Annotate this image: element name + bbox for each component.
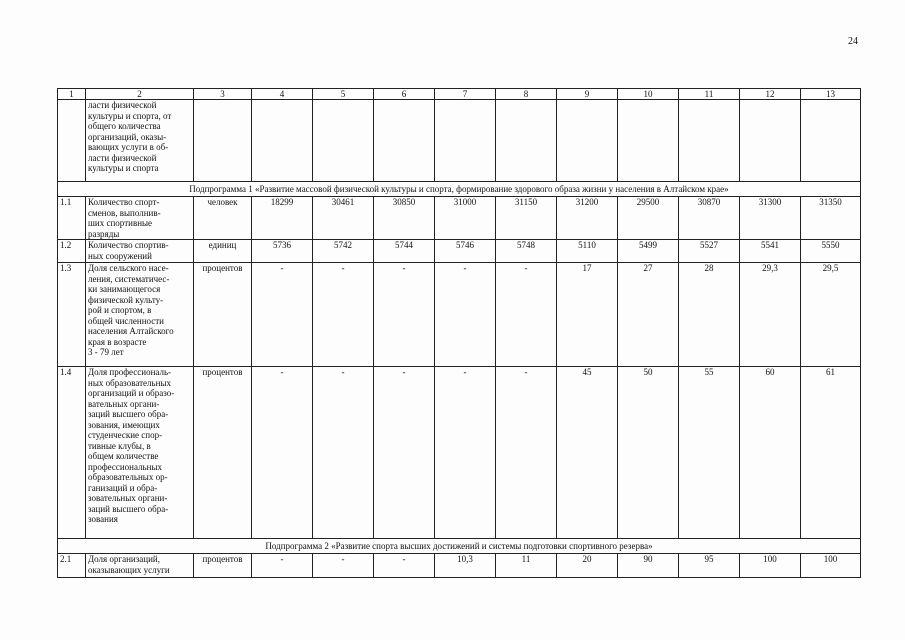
value-cell: 28 bbox=[679, 263, 740, 367]
value-cell: 5541 bbox=[740, 240, 801, 263]
row-number: 1.3 bbox=[58, 263, 86, 367]
value-cell: 31150 bbox=[496, 197, 557, 240]
subprogram-row bbox=[58, 182, 861, 197]
row-number bbox=[58, 100, 86, 182]
value-cell: - bbox=[374, 263, 435, 367]
value-cell: 5748 bbox=[496, 240, 557, 263]
value-cell: 5744 bbox=[374, 240, 435, 263]
value-cell: 45 bbox=[557, 367, 618, 539]
value-cell: 31200 bbox=[557, 197, 618, 240]
value-cell bbox=[740, 100, 801, 182]
value-cell: 18299 bbox=[252, 197, 313, 240]
value-cell bbox=[618, 100, 679, 182]
unit-cell bbox=[194, 100, 252, 182]
indicator-name: Доля профессиональ- ных образовательных организаций и образо- вательных органи- заций высшего обра- зования, имеющих студенческие спор- тивные клубы, в общем количестве профессиональных образовательных ор- ганизаций и обра- зовательных органи- заций высшего обра- зования bbox=[86, 367, 194, 539]
column-header-5: 5 bbox=[313, 89, 374, 100]
value-cell: 20 bbox=[557, 554, 618, 578]
value-cell: - bbox=[313, 263, 374, 367]
value-cell: 55 bbox=[679, 367, 740, 539]
value-cell bbox=[374, 100, 435, 182]
unit-cell: процентов bbox=[194, 367, 252, 539]
table-row bbox=[58, 554, 861, 578]
value-cell bbox=[252, 100, 313, 182]
column-header-3: 3 bbox=[194, 89, 252, 100]
value-cell bbox=[313, 100, 374, 182]
table-row bbox=[58, 240, 861, 263]
value-cell: 100 bbox=[740, 554, 801, 578]
value-cell: - bbox=[313, 554, 374, 578]
value-cell: 5742 bbox=[313, 240, 374, 263]
unit-cell: единиц bbox=[194, 240, 252, 263]
value-cell: 31000 bbox=[435, 197, 496, 240]
table-row bbox=[58, 100, 861, 182]
column-header-10: 10 bbox=[618, 89, 679, 100]
value-cell: 31300 bbox=[740, 197, 801, 240]
column-header-12: 12 bbox=[740, 89, 801, 100]
unit-cell: процентов bbox=[194, 263, 252, 367]
indicator-name: Доля организаций, оказывающих услуги bbox=[86, 554, 194, 578]
value-cell: 30870 bbox=[679, 197, 740, 240]
indicators-table bbox=[57, 88, 861, 578]
value-cell: - bbox=[496, 263, 557, 367]
value-cell: 60 bbox=[740, 367, 801, 539]
value-cell: - bbox=[435, 263, 496, 367]
row-number: 2.1 bbox=[58, 554, 86, 578]
value-cell: 31350 bbox=[801, 197, 861, 240]
value-cell: 29,3 bbox=[740, 263, 801, 367]
value-cell: 5746 bbox=[435, 240, 496, 263]
value-cell: 5110 bbox=[557, 240, 618, 263]
value-cell: 10,3 bbox=[435, 554, 496, 578]
column-header-4: 4 bbox=[252, 89, 313, 100]
value-cell: 29,5 bbox=[801, 263, 861, 367]
subprogram-row bbox=[58, 539, 861, 554]
value-cell: 17 bbox=[557, 263, 618, 367]
table-row bbox=[58, 367, 861, 539]
value-cell: - bbox=[252, 263, 313, 367]
value-cell: 100 bbox=[801, 554, 861, 578]
value-cell: 61 bbox=[801, 367, 861, 539]
column-header-7: 7 bbox=[435, 89, 496, 100]
header-row bbox=[58, 89, 861, 100]
value-cell: - bbox=[252, 554, 313, 578]
page-number: 24 bbox=[848, 36, 858, 47]
indicator-name: ласти физической культуры и спорта, от общего количества организаций, оказы- вающих услуги в об- ласти физической культуры и спорта bbox=[86, 100, 194, 182]
value-cell: 30850 bbox=[374, 197, 435, 240]
value-cell: - bbox=[313, 367, 374, 539]
row-number: 1.1 bbox=[58, 197, 86, 240]
value-cell: 11 bbox=[496, 554, 557, 578]
value-cell: - bbox=[435, 367, 496, 539]
subprogram-title: Подпрограмма 2 «Развитие спорта высших достижений и системы подготовки спортивного резерва» bbox=[58, 539, 861, 554]
column-header-13: 13 bbox=[801, 89, 861, 100]
table-row bbox=[58, 197, 861, 240]
value-cell: - bbox=[374, 367, 435, 539]
value-cell: 50 bbox=[618, 367, 679, 539]
value-cell: - bbox=[374, 554, 435, 578]
column-header-11: 11 bbox=[679, 89, 740, 100]
indicator-name: Количество спортив- ных сооружений bbox=[86, 240, 194, 263]
row-number: 1.4 bbox=[58, 367, 86, 539]
value-cell: 5527 bbox=[679, 240, 740, 263]
value-cell: 27 bbox=[618, 263, 679, 367]
unit-cell: процентов bbox=[194, 554, 252, 578]
column-header-2: 2 bbox=[86, 89, 194, 100]
table-header bbox=[58, 89, 861, 100]
value-cell bbox=[496, 100, 557, 182]
value-cell: - bbox=[252, 367, 313, 539]
row-number: 1.2 bbox=[58, 240, 86, 263]
value-cell: - bbox=[496, 367, 557, 539]
subprogram-title: Подпрограмма 1 «Развитие массовой физической культуры и спорта, формирование здорового образа жизни у населения в Алтайском крае» bbox=[58, 182, 861, 197]
value-cell: 5550 bbox=[801, 240, 861, 263]
value-cell: 5736 bbox=[252, 240, 313, 263]
column-header-9: 9 bbox=[557, 89, 618, 100]
unit-cell: человек bbox=[194, 197, 252, 240]
column-header-1: 1 bbox=[58, 89, 86, 100]
value-cell bbox=[435, 100, 496, 182]
value-cell: 30461 bbox=[313, 197, 374, 240]
indicator-name: Доля сельского насе- ления, систематичес- ки занимающегося физической культу- рой и спортом, в общей численности населения Алтайского края в возрасте 3 - 79 лет bbox=[86, 263, 194, 367]
value-cell bbox=[801, 100, 861, 182]
value-cell bbox=[679, 100, 740, 182]
value-cell: 95 bbox=[679, 554, 740, 578]
column-header-6: 6 bbox=[374, 89, 435, 100]
table-row bbox=[58, 263, 861, 367]
indicator-name: Количество спорт- сменов, выполнив- ших спортивные разряды bbox=[86, 197, 194, 240]
column-header-8: 8 bbox=[496, 89, 557, 100]
value-cell: 29500 bbox=[618, 197, 679, 240]
value-cell bbox=[557, 100, 618, 182]
table-body bbox=[58, 100, 861, 578]
value-cell: 90 bbox=[618, 554, 679, 578]
value-cell: 5499 bbox=[618, 240, 679, 263]
